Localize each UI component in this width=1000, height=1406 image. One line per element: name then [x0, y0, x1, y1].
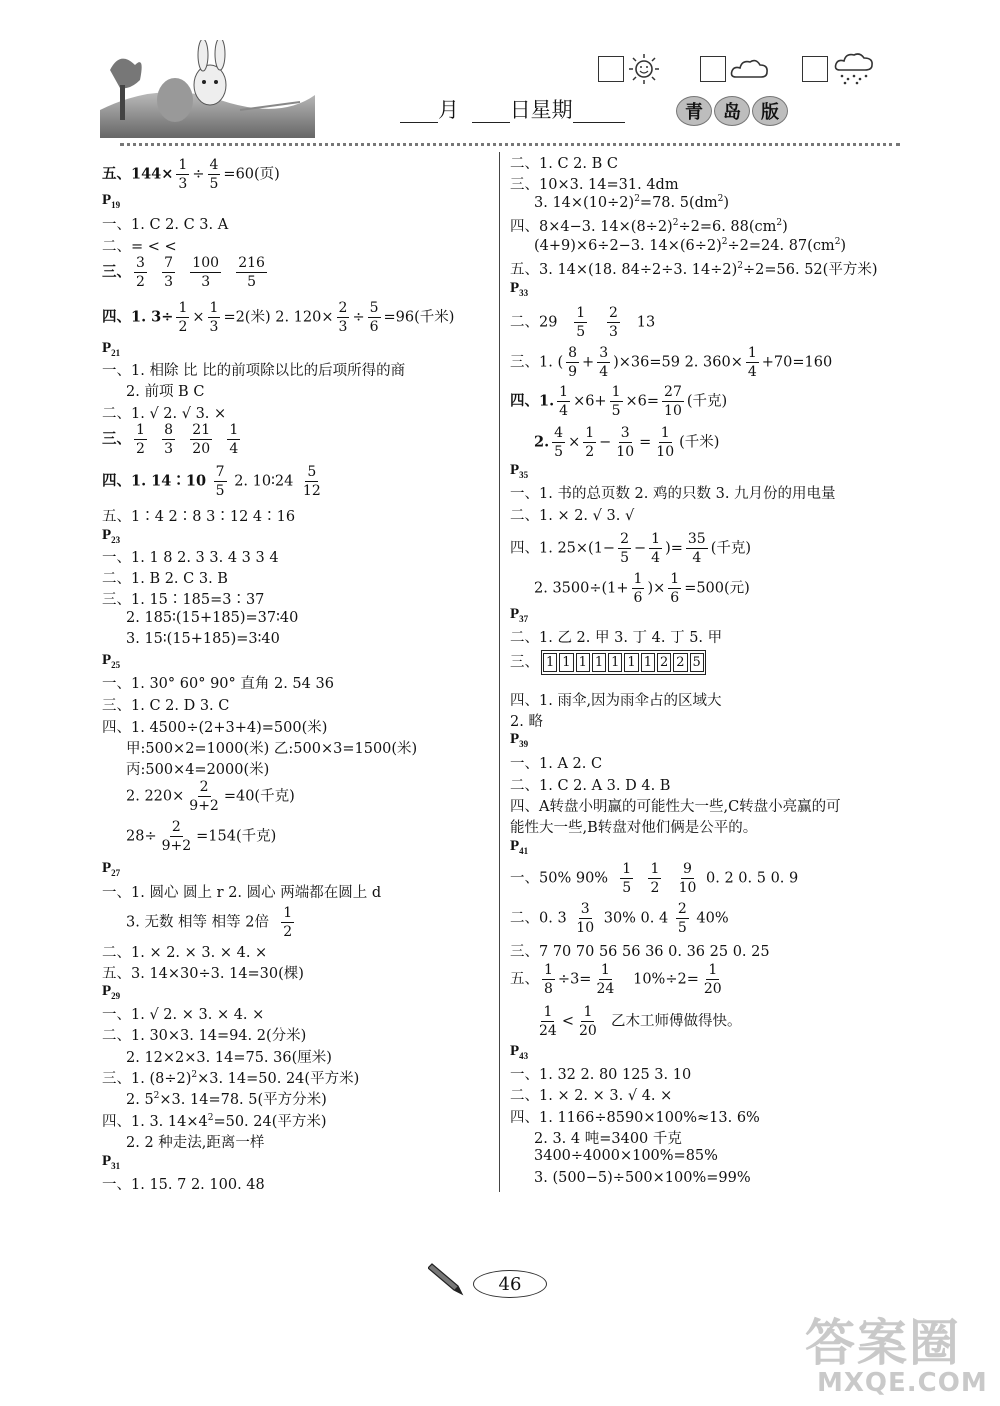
cloud-icon	[730, 55, 770, 83]
answer-line: 2. 2 种走法,距离一样	[126, 1135, 265, 1151]
weather-checkboxes[interactable]	[598, 52, 894, 86]
page-ref: $P_{19}$	[102, 192, 121, 210]
answer-line: 2. 185∶(15+185)=37∶40	[126, 610, 299, 626]
answer-line: 三、1. C 2. D 3. C	[102, 698, 230, 714]
answer-line: 丙:500×4=2000(米)	[126, 762, 270, 778]
answer-line: 2. 12×2×3. 14=75. 36(厘米)	[126, 1050, 332, 1066]
watermark	[805, 1314, 988, 1398]
answer-line: 三、1. 15∶185=3∶37	[102, 592, 265, 608]
answer-line: 四、1. 1166÷8590×100%≈13. 6%	[510, 1110, 760, 1126]
edition-char: 青	[676, 96, 712, 126]
answer-line: 2. 略	[510, 714, 543, 730]
answer-line: 三、 $\frac{1}{2}$ $\frac{8}{3}$ $\frac{21}{20}$ $\frac{1}{4}$	[102, 422, 239, 457]
answer-line: 一、1. 相除 比 比的前项除以比的后项所得的商	[102, 363, 406, 379]
answer-line: 二、1. × 2. × 3. × 4. ×	[102, 945, 268, 961]
answer-line: 四、A转盘小明赢的可能性大一些,C转盘小亮赢的可	[510, 799, 841, 815]
answer-line: 三、1. $(8\div 2)^2\times 3$. 14=50. 24(平方米)	[102, 1070, 360, 1087]
answer-line: 2. 前项 B C	[126, 384, 205, 400]
answer-line: 四、1. 4500÷(2+3+4)=500(米)	[102, 720, 328, 736]
page-ref: $P_{39}$	[510, 731, 529, 749]
answer-line: 四、1. $\frac{1}{4}$ ×6+ $\frac{1}{5}$ ×6= $\frac{27}{10}$ (千克)	[510, 384, 728, 419]
sun-checkbox[interactable]	[598, 56, 624, 82]
page-number: 46	[473, 1270, 547, 1298]
answer-line: 四、1. 3÷ $\frac{1}{2}$ × $\frac{1}{3}$ =2(米) 2. 120× $\frac{2}{3}$ ÷ $\frac{5}{6}$ =96(千米)	[102, 300, 455, 335]
cloud-checkbox[interactable]	[700, 56, 726, 82]
page-ref: $P_{31}$	[102, 1153, 121, 1171]
answer-line: 三、1. ( $\frac{8}{9}$ + $\frac{3}{4}$ )×36=59 2. 360× $\frac{1}{4}$ +70=160	[510, 345, 833, 380]
month-label: 月	[438, 98, 459, 122]
edition-char: 版	[752, 96, 788, 126]
answer-line: 能性大一些,B转盘对他们俩是公平的。	[510, 820, 758, 836]
answer-line: 3. 15∶(15+185)=3∶40	[126, 631, 280, 647]
column-divider	[499, 152, 500, 1192]
answer-line: 一、1. 32 2. 80 125 3. 10	[510, 1067, 692, 1083]
answer-line: 二、1. × 2. √ 3. √	[510, 508, 635, 524]
answer-line: 二、1. √ 2. √ 3. ×	[102, 406, 227, 422]
answer-line: 一、1. √ 2. × 3. × 4. ×	[102, 1007, 265, 1023]
answer-line: 二、0. 3 $\frac{3}{10}$ 30% 0. 4 $\frac{2}{5}$ 40%	[510, 901, 729, 936]
answer-line: 一、50% 90% $\frac{1}{5}$ $\frac{1}{2}$ $\frac{9}{10}$ 0. 2 0. 5 0. 9	[510, 861, 799, 896]
answer-line: 四、1. 14∶10 $\frac{7}{5}$ 2. 10∶24 $\frac{5}{12}$	[102, 464, 321, 499]
answer-line: 2. 3. 4 吨=3400 千克	[534, 1131, 682, 1147]
page-ref: $P_{27}$	[102, 860, 121, 878]
answer-line: 二、1. B 2. C 3. B	[102, 571, 228, 587]
answer-line: 二、= < <	[102, 239, 177, 255]
answer-line: 五、3. 14×30÷3. 14=30(棵)	[102, 966, 304, 982]
answer-line: 二、1. C 2. B C	[510, 156, 618, 172]
date-line	[400, 94, 625, 124]
page-ref: $P_{29}$	[102, 983, 121, 1001]
pencil-icon	[428, 1258, 478, 1298]
answer-line: 五、 $\frac{1}{8}$ ÷3= $\frac{1}{24}$ 10%÷2= $\frac{1}{20}$	[510, 962, 722, 997]
answer-line: 一、1. 1 8 2. 3 3. 4 3 3 4	[102, 550, 279, 566]
answer-line: 二、1. 30×3. 14=94. 2(分米)	[102, 1028, 307, 1044]
fraction: $\frac{1}{3}$	[178, 157, 188, 192]
sun-icon	[628, 53, 660, 85]
answer-line: 2. 3500÷(1+ $\frac{1}{6}$ )× $\frac{1}{6}$ =500(元)	[534, 571, 750, 606]
answer-line: 2. 220× $\frac{2}{9+2}$ =40(千克)	[126, 779, 295, 814]
answer-line: $\frac{1}{24}$ < $\frac{1}{20}$ 乙木工师傅做得快。	[539, 1004, 742, 1039]
answer-line: 3. $14\times(10\div 2)^2=78$. $5(dm^2)$	[534, 194, 730, 211]
answer-line: 一、1. 15. 7 2. 100. 48	[102, 1177, 265, 1193]
digit-boxes: 1 1 1 1 1 1 1 2 2 5	[541, 650, 706, 675]
answer-line: 二、29 $\frac{1}{5}$ $\frac{2}{3}$ 13	[510, 305, 656, 340]
page-ref: $P_{35}$	[510, 462, 529, 480]
page-ref: $P_{41}$	[510, 838, 529, 856]
page-header	[0, 0, 1000, 160]
answer-line: 五、144× $\frac{1}{3}$ ÷ $\frac{4}{5}$ =60(页)	[102, 157, 280, 192]
answer-line: 四、8×4−3. $14\times(8\div 2)^2\div 2=6$. $88(cm^2)$	[510, 218, 788, 235]
answer-line: 3. 无数 相等 相等 2倍 $\frac{1}{2}$	[126, 905, 293, 940]
answer-line: (4+9)×6÷2−3. $14\times(6\div 2)^2\div 2=24$. $87(cm^2)$	[534, 237, 847, 254]
page-ref: $P_{33}$	[510, 280, 529, 298]
answer-line: 2. $\frac{4}{5}$ × $\frac{1}{2}$ − $\frac{3}{10}$ = $\frac{1}{10}$ (千米)	[534, 425, 720, 460]
month-blank[interactable]	[400, 98, 438, 123]
answer-line: 四、1. 雨伞,因为雨伞占的区域大	[510, 693, 722, 709]
edition-char: 岛	[714, 96, 750, 126]
answer-line: 三、10×3. 14=31. 4dm	[510, 177, 679, 193]
watermark-url: MXQE.COM	[817, 1368, 988, 1398]
answer-line: 一、1. C 2. C 3. A	[102, 217, 229, 233]
page-ref: $P_{37}$	[510, 606, 529, 624]
answer-line: 二、1. 乙 2. 甲 3. 丁 4. 丁 5. 甲	[510, 630, 723, 646]
answer-line: 28÷ $\frac{2}{9+2}$ =154(千克)	[126, 819, 277, 854]
rain-cloud-icon	[832, 52, 876, 86]
answer-line: 一、1. A 2. C	[510, 756, 603, 772]
page-ref: $P_{21}$	[102, 340, 121, 358]
page-ref: $P_{23}$	[102, 527, 121, 545]
answer-line: 三、 1 1 1 1 1 1 1 2 2 5	[510, 650, 706, 675]
rabbit-landscape-illustration	[100, 40, 315, 138]
dotted-divider	[120, 143, 900, 146]
answer-line: 3. (500−5)÷500×100%=99%	[534, 1170, 751, 1186]
answer-line: 一、1. 圆心 圆上 r 2. 圆心 两端都在圆上 d	[102, 885, 382, 901]
edition-badge	[676, 96, 788, 126]
answer-line: 一、1. 书的总页数 2. 鸡的只数 3. 九月份的用电量	[510, 486, 836, 502]
answer-line: 一、1. 30° 60° 90° 直角 2. 54 36	[102, 676, 334, 692]
fraction: $\frac{4}{5}$	[209, 157, 219, 192]
watermark-brand: 答案圈	[805, 1314, 961, 1372]
answer-line: 五、3. 14×(18. 84÷2÷3. 14÷2)$^2$÷2=56. 52(平方米)	[510, 261, 878, 278]
day-blank[interactable]	[472, 98, 510, 123]
answer-line: 三、7 70 70 56 56 36 0. 36 25 0. 25	[510, 944, 770, 960]
answer-line: 五、1∶4 2∶8 3∶12 4∶16	[102, 509, 296, 525]
answer-line: 2. $5^2\times 3$. 14=78. 5(平方分米)	[126, 1091, 327, 1108]
page-footer	[428, 1258, 548, 1306]
page-ref: $P_{43}$	[510, 1043, 529, 1061]
weekday-blank[interactable]	[573, 98, 625, 123]
answer-line: 三、 $\frac{3}{2}$ $\frac{7}{3}$ $\frac{100}{3}$ $\frac{216}{5}$	[102, 255, 265, 290]
answer-line: 3400÷4000×100%=85%	[534, 1148, 718, 1164]
answer-line: 二、1. × 2. × 3. √ 4. ×	[510, 1088, 673, 1104]
answer-line: 甲:500×2=1000(米) 乙:500×3=1500(米)	[126, 741, 418, 757]
answer-line: 二、1. C 2. A 3. D 4. B	[510, 778, 671, 794]
answer-line: 四、1. 25×(1− $\frac{2}{5}$ − $\frac{1}{4}$ )= $\frac{35}{4}$ (千克)	[510, 531, 752, 566]
rain-checkbox[interactable]	[802, 56, 828, 82]
page-ref: $P_{25}$	[102, 652, 121, 670]
answer-line: 四、1. 3. $14\times 4^2=50$. 24(平方米)	[102, 1113, 327, 1130]
day-weekday-label: 日星期	[509, 98, 573, 122]
